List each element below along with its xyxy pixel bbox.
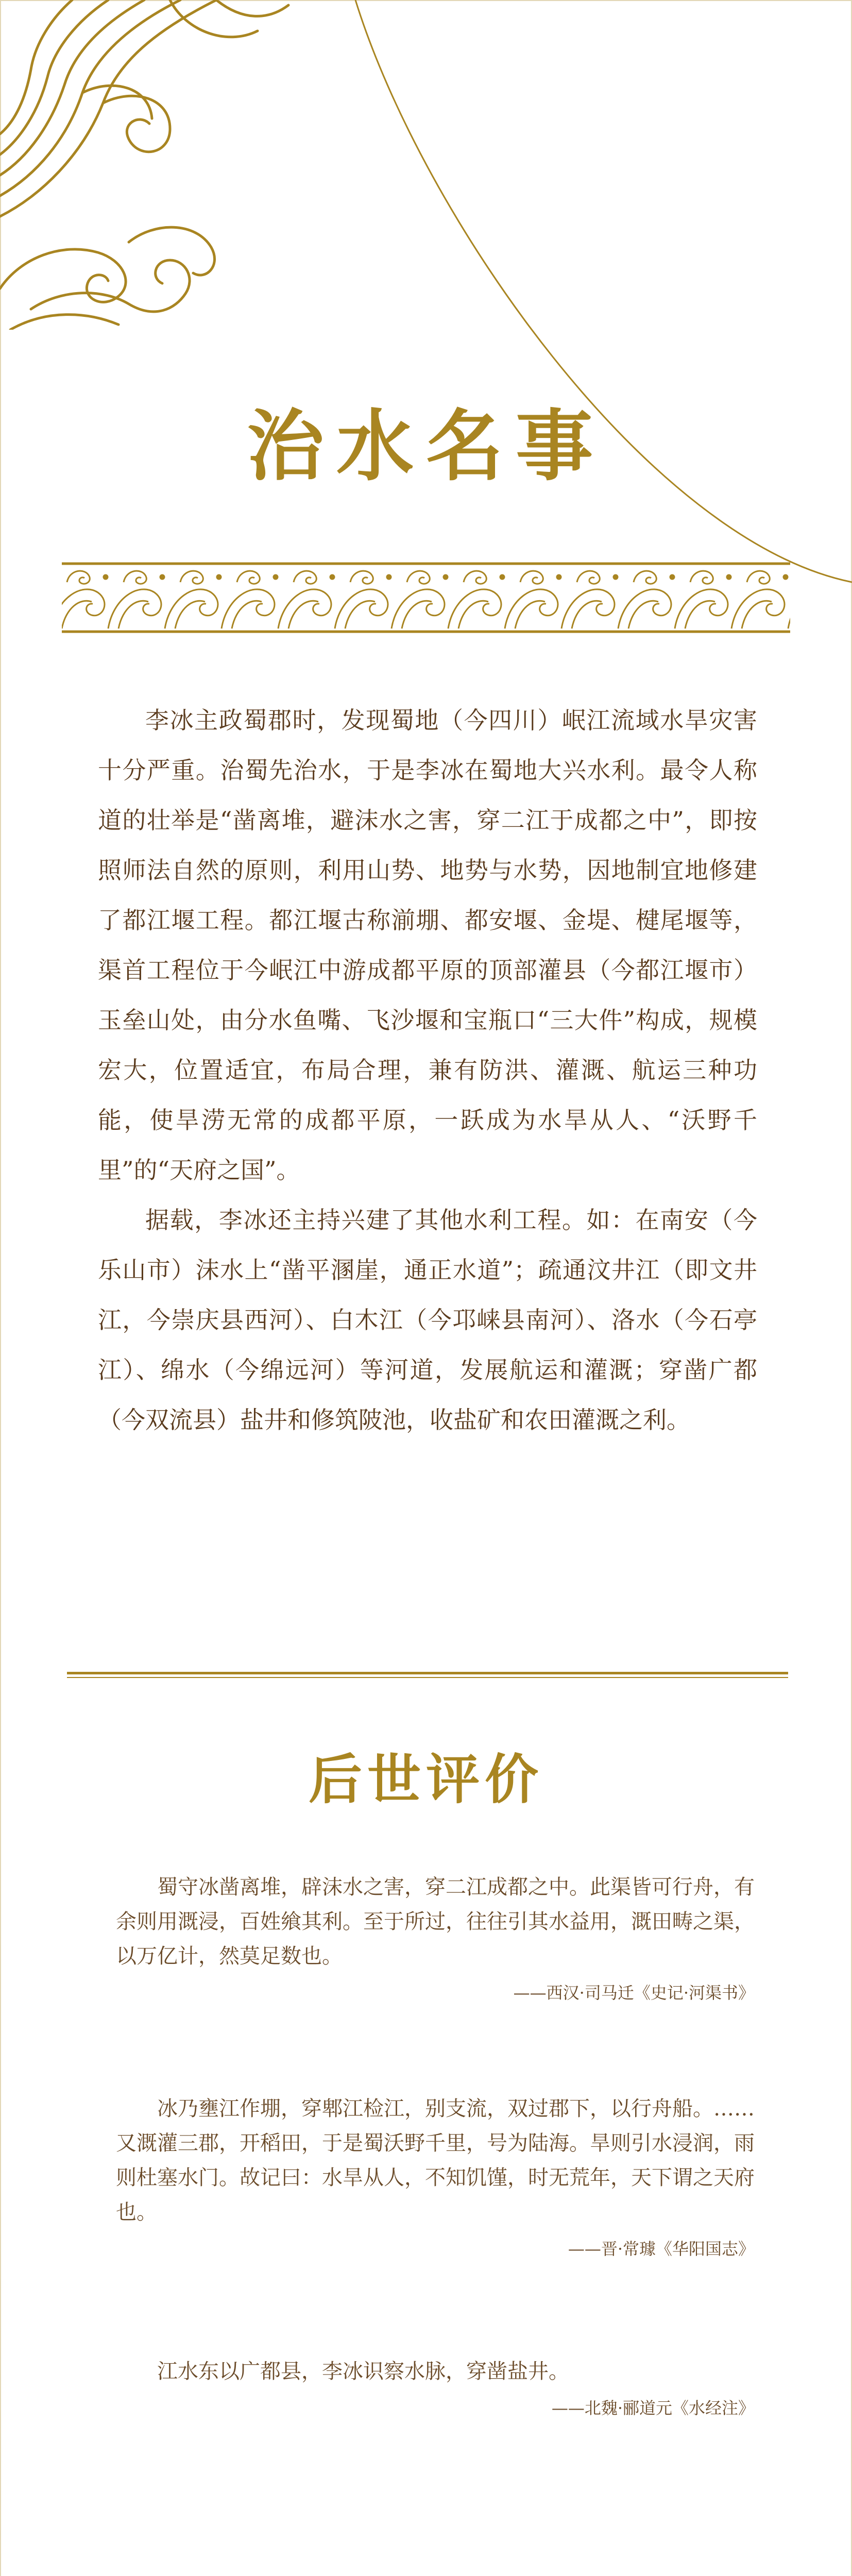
quote-text: 冰乃壅江作堋，穿郫江检江，别支流，双过郡下，以行舟船。……又溉灌三郡，开稻田，于是蜀沃野千里，号为陆海。旱则引水浸润，雨则杜塞水门。故记曰：水旱从人，不知饥馑，时无荒年，天下谓之天府也。 bbox=[116, 2097, 755, 2224]
quote-block bbox=[116, 2354, 755, 2426]
story-section bbox=[98, 696, 757, 1445]
story-paragraph-2: 据载，李冰还主持兴建了其他水利工程。如：在南安（今乐山市）沫水上“凿平溷崖，通正水道”；疏通汶井江（即文井江，今崇庆县西河）、白木江（今邛崃县南河）、洛水（今石亭江）、绵水（今绵远河）等河道，发展航运和灌溉；穿凿广都（今双流县）盐井和修筑陂池，收盐矿和农田灌溉之利。 bbox=[98, 1206, 757, 1434]
story-paragraph-1: 李冰主政蜀郡时，发现蜀地（今四川）岷江流域水旱灾害十分严重。治蜀先治水，于是李冰在蜀地大兴水利。最令人称道的壮举是“凿离堆，避沫水之害，穿二江于成都之中”，即按照师法自然的原则，利用山势、地势与水势，因地制宜地修建了都江堰工程。都江堰古称湔堋、都安堰、金堤、楗尾堰等，渠首工程位于今岷江中游成都平原的顶部灌县（今都江堰市）玉垒山处，由分水鱼嘴、飞沙堰和宝瓶口“三大件”构成，规模宏大，位置适宜，布局合理，兼有防洪、灌溉、航运三种功能，使旱涝无常的成都平原，一跃成为水旱从人、“沃野千里”的“天府之国”。 bbox=[98, 706, 757, 1184]
section-title-evaluation: 后世评价 bbox=[308, 1748, 543, 1811]
quote-block bbox=[116, 2092, 755, 2266]
quote-text: 江水东以广都县，李冰识察水脉，穿凿盐井。 bbox=[157, 2360, 569, 2383]
page-title: 治水名事 bbox=[246, 401, 605, 492]
quote-text: 蜀守冰凿离堆，辟沫水之害，穿二江成都之中。此渠皆可行舟，有余则用溉浸，百姓飨其利。至于所过，往往引其水益用，溉田畴之渠，以万亿计，然莫足数也。 bbox=[116, 1875, 755, 1968]
quote-block bbox=[116, 1870, 755, 2010]
wave-pattern-band-top bbox=[62, 562, 790, 634]
quote-source: ——西汉·司马迁《史记·河渠书》 bbox=[513, 1983, 755, 2003]
quote-source: ——晋·常璩《华阳国志》 bbox=[568, 2239, 755, 2259]
section-divider bbox=[67, 1672, 788, 1679]
cloud-ornament-icon bbox=[0, 0, 330, 330]
quote-source: ——北魏·郦道元《水经注》 bbox=[551, 2398, 755, 2418]
